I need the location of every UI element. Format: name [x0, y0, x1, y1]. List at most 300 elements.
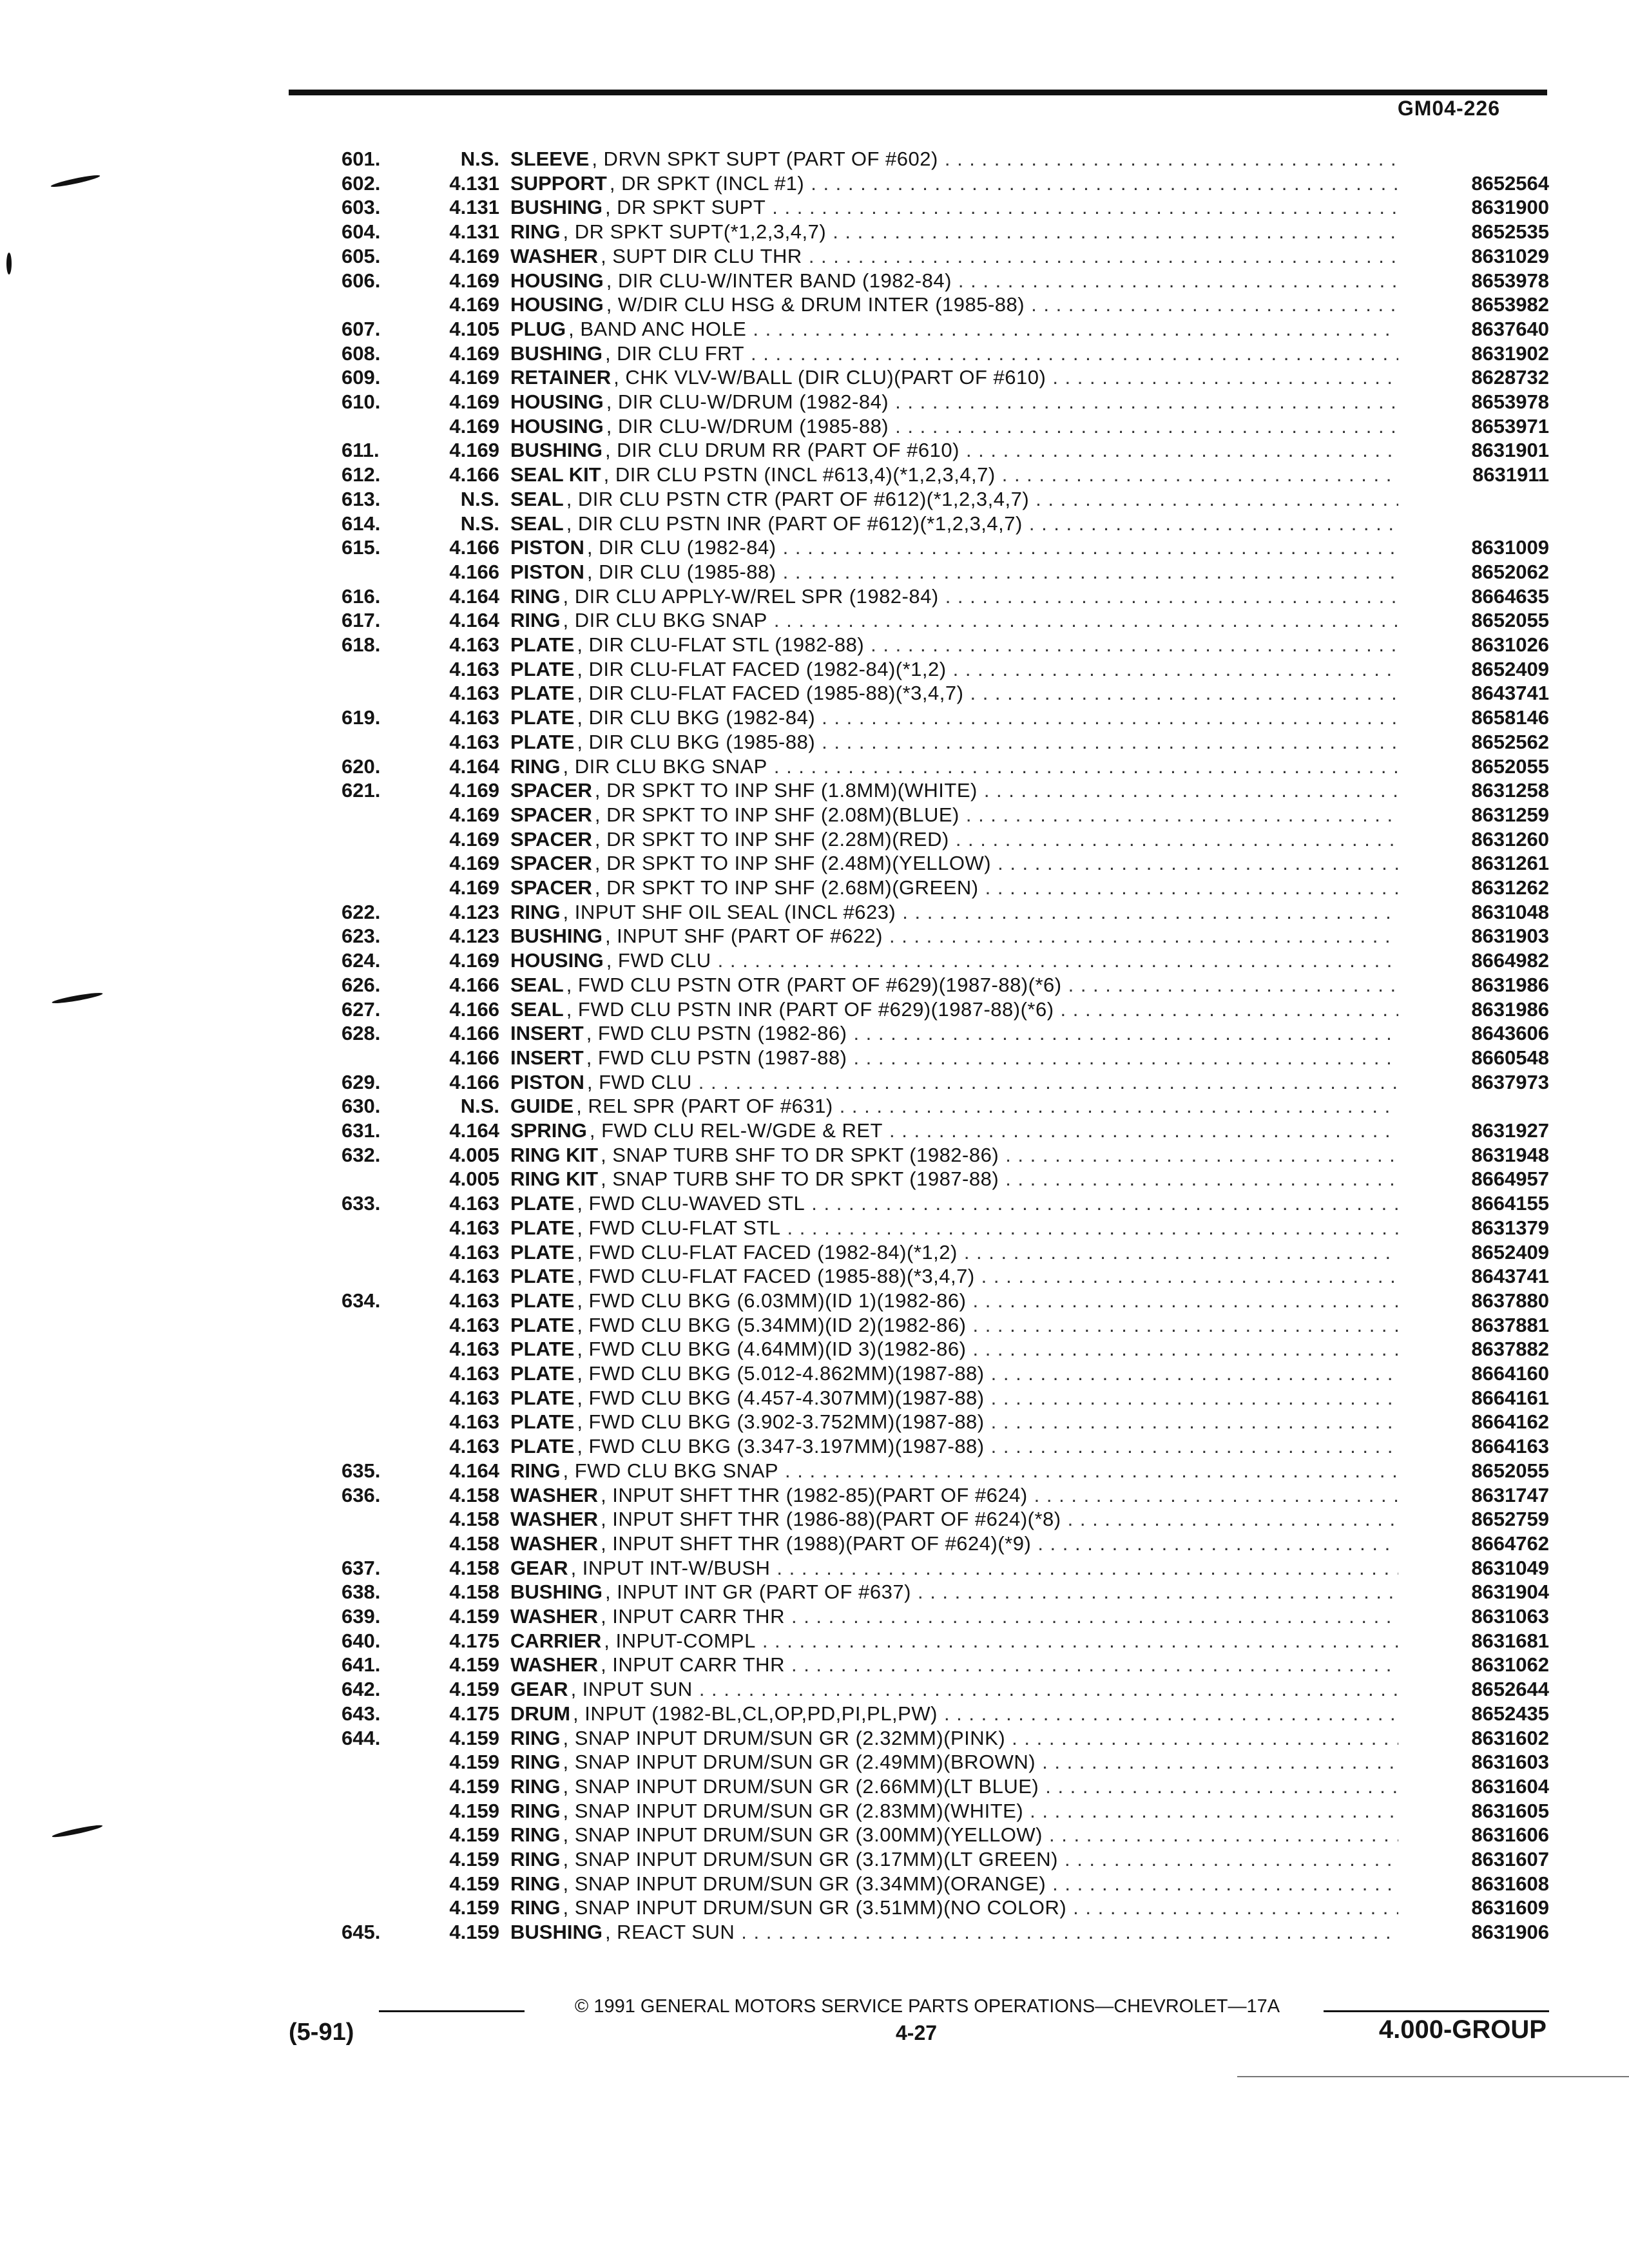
- ref-number: 627.: [342, 997, 381, 1021]
- group-number: 4.159: [449, 1799, 499, 1822]
- list-item: [0, 560, 1629, 584]
- list-item: [0, 1823, 1629, 1847]
- part-name: INSERT: [510, 1046, 584, 1069]
- part-description: , INPUT SHF (PART OF #622): [604, 925, 883, 948]
- part-description: , INPUT CARR THR: [601, 1605, 785, 1628]
- part-name: BUSHING: [510, 925, 602, 948]
- part-name: RING: [510, 1896, 561, 1919]
- part-number: 8631986: [1471, 997, 1549, 1021]
- group-number: 4.164: [449, 1119, 499, 1142]
- dot-leader: [1065, 1847, 1398, 1872]
- part-name: RING: [510, 754, 561, 778]
- description: [510, 512, 1398, 536]
- part-description: , SNAP INPUT DRUM/SUN GR (3.34MM)(ORANGE): [563, 1872, 1046, 1895]
- dot-leader: [699, 1070, 1398, 1095]
- part-name: WASHER: [510, 1653, 599, 1677]
- list-item: [0, 390, 1629, 414]
- ref-number: 624.: [342, 949, 381, 972]
- dot-leader: [809, 244, 1398, 269]
- ref-number: 631.: [342, 1119, 381, 1142]
- part-name: PLATE: [510, 730, 575, 753]
- part-number: 8631259: [1471, 803, 1549, 826]
- list-item: [0, 512, 1629, 536]
- part-description: , CHK VLV-W/BALL (DIR CLU)(PART OF #610): [613, 366, 1046, 389]
- description: [510, 924, 1398, 948]
- list-item: [0, 341, 1629, 366]
- ref-number: 636.: [342, 1483, 381, 1506]
- dot-leader: [762, 1629, 1398, 1653]
- part-number: 8643606: [1471, 1022, 1549, 1045]
- part-name: SEAL: [510, 997, 564, 1021]
- part-description: , DR SPKT SUPT(*1,2,3,4,7): [563, 220, 827, 244]
- ref-number: 628.: [342, 1022, 381, 1045]
- part-number: 8660548: [1471, 1046, 1549, 1069]
- dot-leader: [1030, 1799, 1398, 1823]
- part-number: 8631262: [1471, 876, 1549, 899]
- ref-number: 643.: [342, 1702, 381, 1725]
- part-name: RING: [510, 1799, 561, 1822]
- dot-leader: [840, 1094, 1398, 1119]
- part-description: , FWD CLU: [606, 949, 711, 972]
- group-number: N.S.: [460, 1095, 499, 1118]
- ref-number: 603.: [342, 196, 381, 219]
- part-name: PLATE: [510, 1386, 575, 1409]
- description: [510, 1556, 1398, 1581]
- part-description: , SNAP INPUT DRUM/SUN GR (3.17MM)(LT GREEN): [563, 1848, 1058, 1870]
- list-item: [0, 1021, 1629, 1046]
- list-item: [0, 317, 1629, 341]
- part-number: 8652564: [1471, 171, 1549, 195]
- dot-leader: [776, 1556, 1398, 1581]
- part-number: 8664957: [1471, 1168, 1549, 1191]
- part-description: , DIR CLU (1985-88): [586, 560, 776, 583]
- description: [510, 1872, 1398, 1896]
- ref-number: 640.: [342, 1629, 381, 1652]
- list-item: [0, 1167, 1629, 1191]
- part-name: HOUSING: [510, 949, 604, 972]
- dot-leader: [822, 730, 1398, 754]
- group-number: 4.169: [449, 269, 499, 292]
- description: [510, 973, 1398, 997]
- dot-leader: [783, 535, 1398, 560]
- part-name: BUSHING: [510, 341, 602, 365]
- ref-number: 644.: [342, 1726, 381, 1749]
- list-item: [0, 1483, 1629, 1508]
- part-number: 8631048: [1471, 900, 1549, 923]
- part-name: RING: [510, 1848, 561, 1870]
- part-number: 8637881: [1471, 1313, 1549, 1336]
- part-number: 8631927: [1471, 1119, 1549, 1142]
- group-number: 4.131: [449, 220, 499, 244]
- description: [510, 851, 1398, 876]
- list-item: [0, 876, 1629, 900]
- part-description: , FWD CLU: [586, 1070, 692, 1093]
- part-number: 8643741: [1471, 682, 1549, 705]
- part-name: RING: [510, 584, 561, 608]
- group-number: 4.163: [449, 1289, 499, 1312]
- part-description: , INPUT-COMPL: [604, 1629, 756, 1652]
- group-number: 4.169: [449, 293, 499, 316]
- description: [510, 1677, 1398, 1702]
- description: [510, 1191, 1398, 1216]
- part-name: PLATE: [510, 1240, 575, 1264]
- ref-number: 612.: [342, 463, 381, 486]
- ref-number: 609.: [342, 366, 381, 389]
- group-number: 4.163: [449, 1386, 499, 1409]
- description: [510, 1580, 1398, 1604]
- part-description: , DIR CLU PSTN INR (PART OF #612)(*1,2,3,4,7): [566, 512, 1023, 535]
- part-number: 8631606: [1471, 1823, 1549, 1847]
- part-name: SPACER: [510, 827, 592, 850]
- dot-leader: [1042, 1750, 1398, 1774]
- part-number: 8631906: [1471, 1921, 1549, 1944]
- dot-leader: [1037, 1532, 1398, 1556]
- dot-leader: [895, 390, 1398, 414]
- part-number: 8631607: [1471, 1848, 1549, 1870]
- ref-number: 635.: [342, 1459, 381, 1482]
- part-description: , BAND ANC HOLE: [568, 317, 747, 340]
- part-number: 8631602: [1471, 1726, 1549, 1749]
- list-item: [0, 754, 1629, 779]
- list-item: [0, 633, 1629, 657]
- group-number: 4.169: [449, 779, 499, 802]
- group-number: 4.166: [449, 997, 499, 1021]
- description: [510, 365, 1398, 390]
- part-description: , DIR CLU BKG (1982-84): [577, 706, 816, 729]
- description: [510, 1702, 1398, 1726]
- part-name: PLATE: [510, 1362, 575, 1385]
- description: [510, 948, 1398, 973]
- group-number: 4.163: [449, 1240, 499, 1264]
- part-description: , FWD CLU BKG (5.34MM)(ID 2)(1982-86): [577, 1313, 967, 1336]
- part-name: WASHER: [510, 244, 599, 267]
- description: [510, 1604, 1398, 1629]
- group-number: 4.164: [449, 754, 499, 778]
- part-number: 8637640: [1471, 317, 1549, 340]
- group-number: 4.159: [449, 1726, 499, 1749]
- footer-rule-right: [1324, 2010, 1549, 2012]
- dot-leader: [718, 948, 1398, 973]
- part-number: 8631902: [1471, 341, 1549, 365]
- list-item: [0, 463, 1629, 487]
- group-number: 4.158: [449, 1556, 499, 1579]
- part-name: PLUG: [510, 317, 566, 340]
- list-item: [0, 1750, 1629, 1774]
- list-item: [0, 1677, 1629, 1702]
- list-item: [0, 147, 1629, 171]
- part-description: , DIR CLU BKG (1985-88): [577, 730, 816, 753]
- description: [510, 269, 1398, 293]
- part-name: RING: [510, 1459, 561, 1482]
- dot-leader: [753, 317, 1398, 341]
- dot-leader: [984, 778, 1398, 803]
- dot-leader: [889, 1119, 1398, 1143]
- ref-number: 613.: [342, 487, 381, 510]
- list-item: [0, 487, 1629, 512]
- part-description: , SNAP INPUT DRUM/SUN GR (2.49MM)(BROWN): [563, 1751, 1036, 1774]
- part-description: , FWD CLU BKG (5.012-4.862MM)(1987-88): [577, 1362, 985, 1385]
- footer-group-label: 4.000-GROUP: [1378, 2015, 1547, 2044]
- part-number: 8652055: [1471, 754, 1549, 778]
- part-description: , REL SPR (PART OF #631): [576, 1095, 833, 1118]
- group-number: 4.163: [449, 657, 499, 680]
- part-name: BUSHING: [510, 1921, 602, 1944]
- description: [510, 463, 1398, 487]
- description: [510, 1823, 1398, 1847]
- group-number: 4.166: [449, 536, 499, 559]
- part-name: RING: [510, 609, 561, 632]
- group-number: 4.163: [449, 1313, 499, 1336]
- part-number: 8631026: [1471, 633, 1549, 656]
- part-name: PLATE: [510, 657, 575, 680]
- part-description: , SNAP INPUT DRUM/SUN GR (3.00MM)(YELLOW): [563, 1823, 1043, 1847]
- part-number: 8664155: [1471, 1192, 1549, 1215]
- part-number: 8631029: [1471, 244, 1549, 267]
- part-number: 8653971: [1471, 414, 1549, 437]
- part-number: 8631049: [1471, 1556, 1549, 1579]
- list-item: [0, 195, 1629, 220]
- group-number: 4.158: [449, 1532, 499, 1555]
- part-name: PLATE: [510, 1313, 575, 1336]
- description: [510, 778, 1398, 803]
- dot-leader: [1073, 1896, 1398, 1920]
- part-description: , INPUT INT-W/BUSH: [570, 1556, 771, 1579]
- group-number: 4.159: [449, 1848, 499, 1870]
- description: [510, 706, 1398, 730]
- group-number: 4.159: [449, 1774, 499, 1798]
- description: [510, 827, 1398, 852]
- list-item: [0, 803, 1629, 827]
- part-number: 8653982: [1471, 293, 1549, 316]
- group-number: 4.169: [449, 949, 499, 972]
- dot-leader: [1061, 997, 1398, 1022]
- part-name: SUPPORT: [510, 171, 607, 195]
- list-item: [0, 1240, 1629, 1265]
- ref-number: 618.: [342, 633, 381, 656]
- part-description: , DR SPKT TO INP SHF (2.68M)(GREEN): [594, 876, 979, 899]
- dot-leader: [902, 900, 1398, 925]
- part-number: 8631603: [1471, 1751, 1549, 1774]
- description: [510, 1337, 1398, 1361]
- list-item: [0, 1070, 1629, 1095]
- group-number: 4.163: [449, 1216, 499, 1239]
- dot-leader: [945, 147, 1398, 171]
- part-number: 8631379: [1471, 1216, 1549, 1239]
- description: [510, 414, 1398, 439]
- part-description: , DIR CLU PSTN CTR (PART OF #612)(*1,2,3,4,7): [566, 487, 1030, 510]
- part-description: , SNAP INPUT DRUM/SUN GR (2.66MM)(LT BLUE): [563, 1774, 1039, 1798]
- part-description: , DIR CLU DRUM RR (PART OF #610): [604, 439, 959, 462]
- part-name: RETAINER: [510, 366, 612, 389]
- group-number: 4.166: [449, 973, 499, 996]
- list-item: [0, 1094, 1629, 1119]
- part-description: , SUPT DIR CLU THR: [601, 244, 802, 267]
- group-number: 4.159: [449, 1678, 499, 1701]
- dot-leader: [972, 1289, 1398, 1313]
- part-name: RING: [510, 900, 561, 923]
- part-description: , FWD CLU-FLAT STL: [577, 1216, 781, 1239]
- list-item: [0, 1386, 1629, 1410]
- part-description: , DIR CLU-W/INTER BAND (1982-84): [606, 269, 952, 292]
- list-item: [0, 973, 1629, 997]
- list-item: [0, 1264, 1629, 1289]
- dot-leader: [811, 171, 1398, 196]
- dot-leader: [953, 657, 1398, 682]
- ref-number: 634.: [342, 1289, 381, 1312]
- dot-leader: [772, 195, 1398, 220]
- description: [510, 1532, 1398, 1556]
- description: [510, 1507, 1398, 1532]
- list-item: [0, 948, 1629, 973]
- ref-number: 630.: [342, 1095, 381, 1118]
- ref-number: 641.: [342, 1653, 381, 1677]
- part-name: GEAR: [510, 1556, 568, 1579]
- part-description: , DIR CLU-W/DRUM (1985-88): [606, 414, 889, 437]
- part-number: 8631948: [1471, 1143, 1549, 1166]
- description: [510, 876, 1398, 900]
- ref-number: 607.: [342, 317, 381, 340]
- document-code: GM04-226: [1397, 97, 1500, 120]
- list-item: [0, 584, 1629, 609]
- list-item: [0, 1046, 1629, 1070]
- dot-leader: [791, 1653, 1398, 1677]
- group-number: 4.159: [449, 1605, 499, 1628]
- part-number: 8631903: [1471, 925, 1549, 948]
- list-item: [0, 1629, 1629, 1653]
- dot-leader: [889, 924, 1398, 948]
- description: [510, 487, 1398, 512]
- part-name: PLATE: [510, 1289, 575, 1312]
- list-item: [0, 1459, 1629, 1483]
- part-number: 8653978: [1471, 390, 1549, 413]
- ref-number: 645.: [342, 1921, 381, 1944]
- dot-leader: [991, 1410, 1398, 1434]
- description: [510, 220, 1398, 244]
- group-number: 4.164: [449, 1459, 499, 1482]
- description: [510, 1750, 1398, 1774]
- dot-leader: [871, 633, 1398, 657]
- list-item: [0, 1289, 1629, 1313]
- part-name: PLATE: [510, 1338, 575, 1361]
- part-description: , INPUT (1982-BL,CL,OP,PD,PI,PL,PW): [573, 1702, 938, 1725]
- description: [510, 1289, 1398, 1313]
- description: [510, 438, 1398, 463]
- description: [510, 1774, 1398, 1799]
- group-number: 4.163: [449, 706, 499, 729]
- list-item: [0, 608, 1629, 633]
- ref-number: 621.: [342, 779, 381, 802]
- description: [510, 1896, 1398, 1920]
- group-number: 4.169: [449, 827, 499, 850]
- part-name: PLATE: [510, 1216, 575, 1239]
- group-number: 4.163: [449, 682, 499, 705]
- part-name: WASHER: [510, 1605, 599, 1628]
- group-number: 4.159: [449, 1823, 499, 1847]
- list-item: [0, 1872, 1629, 1896]
- dot-leader: [1045, 1774, 1398, 1799]
- group-number: 4.169: [449, 876, 499, 899]
- dot-leader: [1052, 1872, 1398, 1896]
- group-number: 4.164: [449, 609, 499, 632]
- part-name: DRUM: [510, 1702, 570, 1725]
- part-number: 8652055: [1471, 1459, 1549, 1482]
- part-number: 8664762: [1471, 1532, 1549, 1555]
- dot-leader: [1031, 293, 1398, 317]
- description: [510, 1046, 1398, 1070]
- group-number: 4.159: [449, 1921, 499, 1944]
- part-name: PLATE: [510, 1410, 575, 1434]
- top-rule: [289, 90, 1547, 95]
- dot-leader: [822, 706, 1398, 730]
- ref-number: 606.: [342, 269, 381, 292]
- description: [510, 1216, 1398, 1240]
- ref-number: 639.: [342, 1605, 381, 1628]
- dot-leader: [741, 1920, 1398, 1945]
- list-item: [0, 1920, 1629, 1945]
- ref-number: 619.: [342, 706, 381, 729]
- list-item: [0, 851, 1629, 876]
- part-description: , FWD CLU BKG (4.64MM)(ID 3)(1982-86): [577, 1338, 967, 1361]
- part-name: PISTON: [510, 536, 584, 559]
- description: [510, 293, 1398, 317]
- group-number: N.S.: [460, 487, 499, 510]
- part-description: , FWD CLU BKG (4.457-4.307MM)(1987-88): [577, 1386, 985, 1409]
- part-number: 8652759: [1471, 1508, 1549, 1531]
- part-number: 8637973: [1471, 1070, 1549, 1093]
- part-number: 8652062: [1471, 560, 1549, 583]
- part-name: PLATE: [510, 1265, 575, 1288]
- part-description: , INPUT SHF OIL SEAL (INCL #623): [563, 900, 896, 923]
- part-description: , FWD CLU REL-W/GDE & RET: [589, 1119, 883, 1142]
- part-description: , SNAP TURB SHF TO DR SPKT (1982-86): [601, 1143, 999, 1166]
- ref-number: 602.: [342, 171, 381, 195]
- list-item: [0, 1361, 1629, 1386]
- part-number: 8631062: [1471, 1653, 1549, 1677]
- part-name: RING KIT: [510, 1168, 599, 1191]
- ref-number: 632.: [342, 1143, 381, 1166]
- description: [510, 244, 1398, 269]
- dot-leader: [853, 1021, 1398, 1046]
- part-name: HOUSING: [510, 269, 604, 292]
- description: [510, 657, 1398, 682]
- part-description: , FWD CLU BKG (3.902-3.752MM)(1987-88): [577, 1410, 985, 1434]
- dot-leader: [783, 560, 1398, 584]
- part-number: 8631747: [1471, 1483, 1549, 1506]
- part-description: , DIR CLU-FLAT STL (1982-88): [577, 633, 865, 656]
- part-description: , INPUT SHFT THR (1982-85)(PART OF #624): [601, 1483, 1028, 1506]
- ref-number: 614.: [342, 512, 381, 535]
- part-name: SEAL KIT: [510, 463, 601, 486]
- group-number: 4.169: [449, 341, 499, 365]
- description: [510, 1653, 1398, 1677]
- description: [510, 390, 1398, 414]
- part-name: RING: [510, 220, 561, 244]
- list-item: [0, 924, 1629, 948]
- ref-number: 638.: [342, 1581, 381, 1604]
- part-name: RING: [510, 1872, 561, 1895]
- part-description: , DR SPKT TO INP SHF (2.28M)(RED): [594, 827, 949, 850]
- description: [510, 1167, 1398, 1191]
- part-number: 8664982: [1471, 949, 1549, 972]
- list-item: [0, 1216, 1629, 1240]
- description: [510, 317, 1398, 341]
- part-name: RING KIT: [510, 1143, 599, 1166]
- part-name: HOUSING: [510, 390, 604, 413]
- dot-leader: [787, 1216, 1398, 1240]
- dot-leader: [998, 851, 1398, 876]
- dot-leader: [791, 1604, 1398, 1629]
- part-name: RING: [510, 1823, 561, 1847]
